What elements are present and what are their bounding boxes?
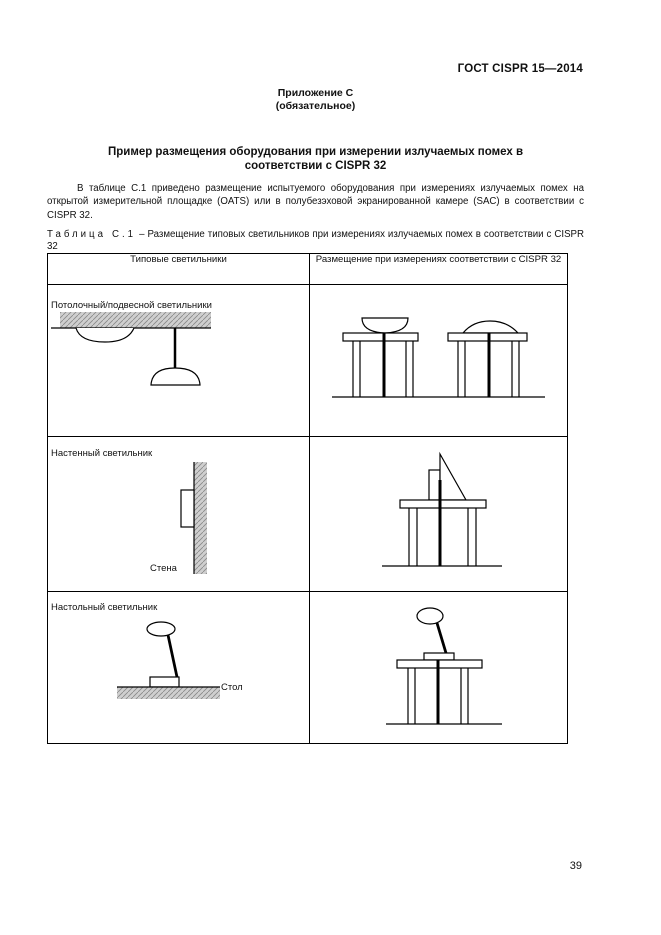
table-row xyxy=(48,437,568,592)
desk-lamp-arm xyxy=(437,623,446,653)
desk-lamp-base xyxy=(424,653,454,660)
wall-luminaire-cell xyxy=(48,437,310,592)
annex-title: Приложение С xyxy=(277,87,354,99)
col1-header: Типовые светильники xyxy=(48,254,310,285)
section-title-line-2: соответствии с CISPR 32 xyxy=(244,159,387,172)
ceiling-luminaire-drawing xyxy=(48,285,310,437)
wall-lamp-stand xyxy=(440,454,466,500)
desk-lamp-shade xyxy=(417,608,443,624)
page-number: 39 xyxy=(569,860,582,872)
table-caption-text: – Размещение типовых светильников при измерениях излучаемых помех в соответствии с CISPR 32 xyxy=(47,229,584,252)
ceiling-luminaire-label: Потолочный/подвесной светильники xyxy=(51,300,212,311)
section-title xyxy=(0,146,631,173)
col2-header: Размещение при измерениях соответствии с CISPR 32 xyxy=(310,254,568,285)
section-title-line-1: Пример размещения оборудования при измерении излучаемых помех в xyxy=(107,146,524,158)
standard-code: ГОСТ CISPR 15—2014 xyxy=(457,63,583,75)
table-luminaire-cell xyxy=(48,592,310,744)
desk-lamp-arm xyxy=(168,635,177,677)
desk-lamp-shade xyxy=(147,622,175,636)
table-header-row xyxy=(48,254,568,285)
ceiling-placement-drawing xyxy=(310,285,568,437)
table-luminaire-label: Настольный светильник xyxy=(51,602,158,613)
wall-luminaire-drawing xyxy=(48,437,310,592)
table-setup-dome xyxy=(448,321,527,397)
table-caption-label: Таблица С.1 xyxy=(47,229,137,240)
ceiling-hatch xyxy=(60,312,211,328)
wall-luminaire-label: Настенный светильник xyxy=(51,448,153,459)
annex-heading xyxy=(0,87,631,113)
pendant-lamp xyxy=(151,368,200,385)
annex-status: (обязательное) xyxy=(275,100,356,112)
table-row xyxy=(48,592,568,744)
table-luminaire-drawing xyxy=(48,592,310,744)
wall-placement-cell xyxy=(310,437,568,592)
table-caption xyxy=(47,229,584,252)
wall-hatch xyxy=(194,462,207,574)
wall-note: Стена xyxy=(150,563,177,574)
wall-placement-drawing xyxy=(310,437,568,592)
wall-lamp xyxy=(181,490,194,527)
test-table-top xyxy=(400,500,486,508)
table-placement-cell xyxy=(310,592,568,744)
intro-paragraph: В таблице С.1 приведено размещение испытуемого оборудования при измерениях излучаемых помех на открытой измерительной площадке (OATS) или в полубезэховой экранированной камере (SAC) в соответствии с CISPR 32. xyxy=(47,183,584,221)
table-note: Стол xyxy=(221,682,243,693)
wall-lamp-panel xyxy=(429,470,440,500)
placement-table xyxy=(47,253,568,744)
table-row xyxy=(48,285,568,437)
ceiling-placement-cell xyxy=(310,285,568,437)
table-setup-bowl xyxy=(343,318,418,397)
ceiling-luminaire-cell xyxy=(48,285,310,437)
desk-hatch xyxy=(117,687,220,699)
desk-lamp-base xyxy=(150,677,179,687)
ceiling-lamp xyxy=(76,328,134,342)
table-placement-drawing xyxy=(310,592,568,744)
